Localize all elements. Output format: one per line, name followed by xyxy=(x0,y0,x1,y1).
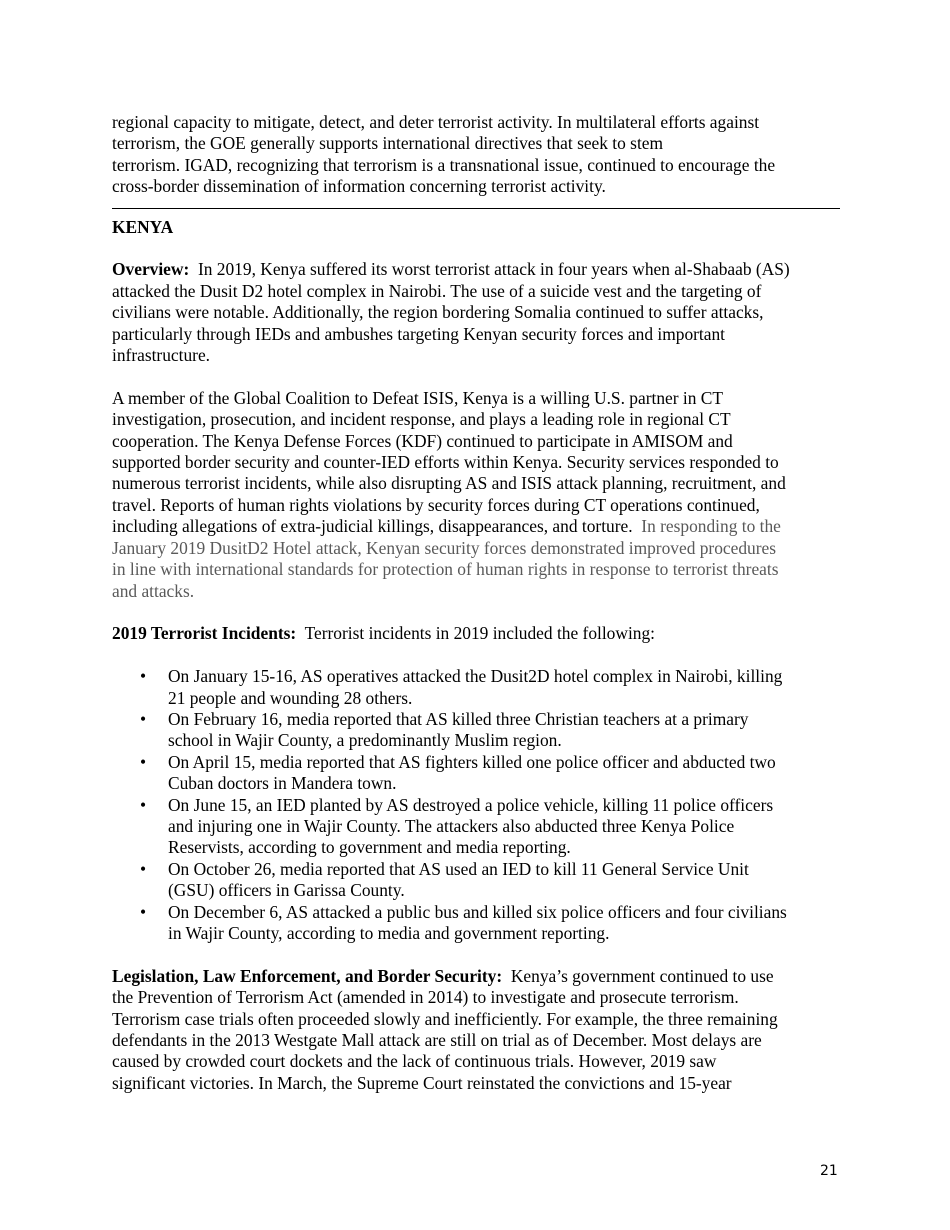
legislation-line: Terrorism case trials often proceeded slowly and inefficiently. For example, the three remaining xyxy=(112,1008,778,1029)
overview-line: particularly through IEDs and ambushes targeting Kenyan security forces and important xyxy=(112,323,726,344)
intro-paragraph xyxy=(112,112,840,198)
list-item-line: On October 26, media reported that AS used an IED to kill 11 General Service Unit xyxy=(168,858,749,879)
list-item-line: On February 16, media reported that AS killed three Christian teachers at a primary xyxy=(168,708,749,729)
incidents-intro xyxy=(112,623,840,644)
intro-line: terrorism. IGAD, recognizing that terrorism is a transnational issue, continued to encourage the xyxy=(112,154,776,175)
document-page xyxy=(112,112,840,1094)
section-title: KENYA xyxy=(112,216,174,237)
incidents-intro-text: Terrorist incidents in 2019 included the following: xyxy=(296,623,655,644)
incidents-label: 2019 Terrorist Incidents: xyxy=(112,623,297,644)
page-number: 21 xyxy=(820,1163,838,1179)
intro-line: regional capacity to mitigate, detect, and deter terrorist activity. In multilateral efforts against xyxy=(112,112,760,132)
coalition-line xyxy=(112,516,840,537)
coalition-line: travel. Reports of human rights violations by security forces during CT operations continued, xyxy=(112,494,760,515)
overview-paragraph xyxy=(112,259,840,366)
list-item-line: On December 6, AS attacked a public bus and killed six police officers and four civilians xyxy=(168,901,787,922)
list-item-line: in Wajir County, according to media and government reporting. xyxy=(168,922,610,943)
list-item-line: (GSU) officers in Garissa County. xyxy=(168,880,405,901)
bullet-icon: • xyxy=(140,901,147,922)
overview-line: infrastructure. xyxy=(112,345,211,366)
coalition-line: cooperation. The Kenya Defense Forces (KDF) continued to participate in AMISOM and xyxy=(112,430,733,451)
spacer xyxy=(112,645,840,666)
spacer xyxy=(112,238,840,259)
spacer xyxy=(112,944,840,965)
overview-label: Overview: xyxy=(112,259,190,280)
coalition-line: supported border security and counter-IED efforts within Kenya. Security services responded to xyxy=(112,452,779,473)
intro-line: cross-border dissemination of information concerning terrorist activity. xyxy=(112,176,606,197)
overview-line: civilians were notable. Additionally, the region bordering Somalia continued to suffer attacks, xyxy=(112,302,764,323)
coalition-line: A member of the Global Coalition to Defeat ISIS, Kenya is a willing U.S. partner in CT xyxy=(112,387,723,408)
list-item xyxy=(112,859,840,902)
legislation-line: defendants in the 2013 Westgate Mall attack are still on trial as of December. Most delays are xyxy=(112,1029,762,1050)
intro-line: terrorism, the GOE generally supports international directives that seek to stem xyxy=(112,133,664,154)
list-item xyxy=(112,752,840,795)
coalition-muted-line: and attacks. xyxy=(112,580,195,601)
list-item xyxy=(112,666,840,709)
spacer xyxy=(112,602,840,623)
bullet-icon: • xyxy=(140,858,147,879)
list-item-line: and injuring one in Wajir County. The attackers also abducted three Kenya Police xyxy=(168,815,735,836)
list-item xyxy=(112,709,840,752)
coalition-muted-line: in line with international standards for protection of human rights in response to terrorist threats xyxy=(112,559,779,580)
overview-text: In 2019, Kenya suffered its worst terrorist attack in four years when al-Shabaab (AS) xyxy=(189,259,790,280)
list-item-line: On January 15-16, AS operatives attacked the Dusit2D hotel complex in Nairobi, killing xyxy=(168,666,783,687)
list-item-line: school in Wajir County, a predominantly Muslim region. xyxy=(168,730,562,751)
legislation-line: caused by crowded court dockets and the lack of continuous trials. However, 2019 saw xyxy=(112,1051,717,1072)
coalition-muted-text: In responding to the xyxy=(632,516,781,537)
list-item xyxy=(112,795,840,859)
list-item-line: On June 15, an IED planted by AS destroyed a police vehicle, killing 11 police officers xyxy=(168,794,774,815)
legislation-paragraph xyxy=(112,966,840,1094)
legislation-text: Kenya’s government continued to use xyxy=(502,965,774,986)
bullet-icon: • xyxy=(140,751,147,772)
list-item-line: 21 people and wounding 28 others. xyxy=(168,687,413,708)
overview-line xyxy=(112,259,840,280)
section-divider xyxy=(112,208,840,209)
coalition-muted-line: January 2019 DusitD2 Hotel attack, Kenyan security forces demonstrated improved procedures xyxy=(112,537,777,558)
list-item-line: Reservists, according to government and media reporting. xyxy=(168,837,571,858)
coalition-line: numerous terrorist incidents, while also disrupting AS and ISIS attack planning, recruitment, and xyxy=(112,473,786,494)
overview-line: attacked the Dusit D2 hotel complex in Nairobi. The use of a suicide vest and the targeting of xyxy=(112,280,762,301)
list-item xyxy=(112,902,840,945)
bullet-icon: • xyxy=(140,708,147,729)
spacer xyxy=(112,366,840,387)
legislation-label: Legislation, Law Enforcement, and Border Security: xyxy=(112,965,503,986)
incidents-list xyxy=(112,666,840,944)
legislation-line: the Prevention of Terrorism Act (amended in 2014) to investigate and prosecute terrorism. xyxy=(112,987,739,1008)
list-item-line: On April 15, media reported that AS fighters killed one police officer and abducted two xyxy=(168,751,776,772)
list-item-line: Cuban doctors in Mandera town. xyxy=(168,773,397,794)
legislation-line xyxy=(112,966,840,987)
incidents-intro-line xyxy=(112,623,840,644)
coalition-text: including allegations of extra-judicial killings, disappearances, and torture. xyxy=(112,516,633,537)
coalition-line: investigation, prosecution, and incident response, and plays a leading role in regional CT xyxy=(112,409,731,430)
coalition-paragraph xyxy=(112,388,840,602)
legislation-line: significant victories. In March, the Supreme Court reinstated the convictions and 15-year xyxy=(112,1072,732,1093)
bullet-icon: • xyxy=(140,794,147,815)
bullet-icon: • xyxy=(140,666,147,687)
